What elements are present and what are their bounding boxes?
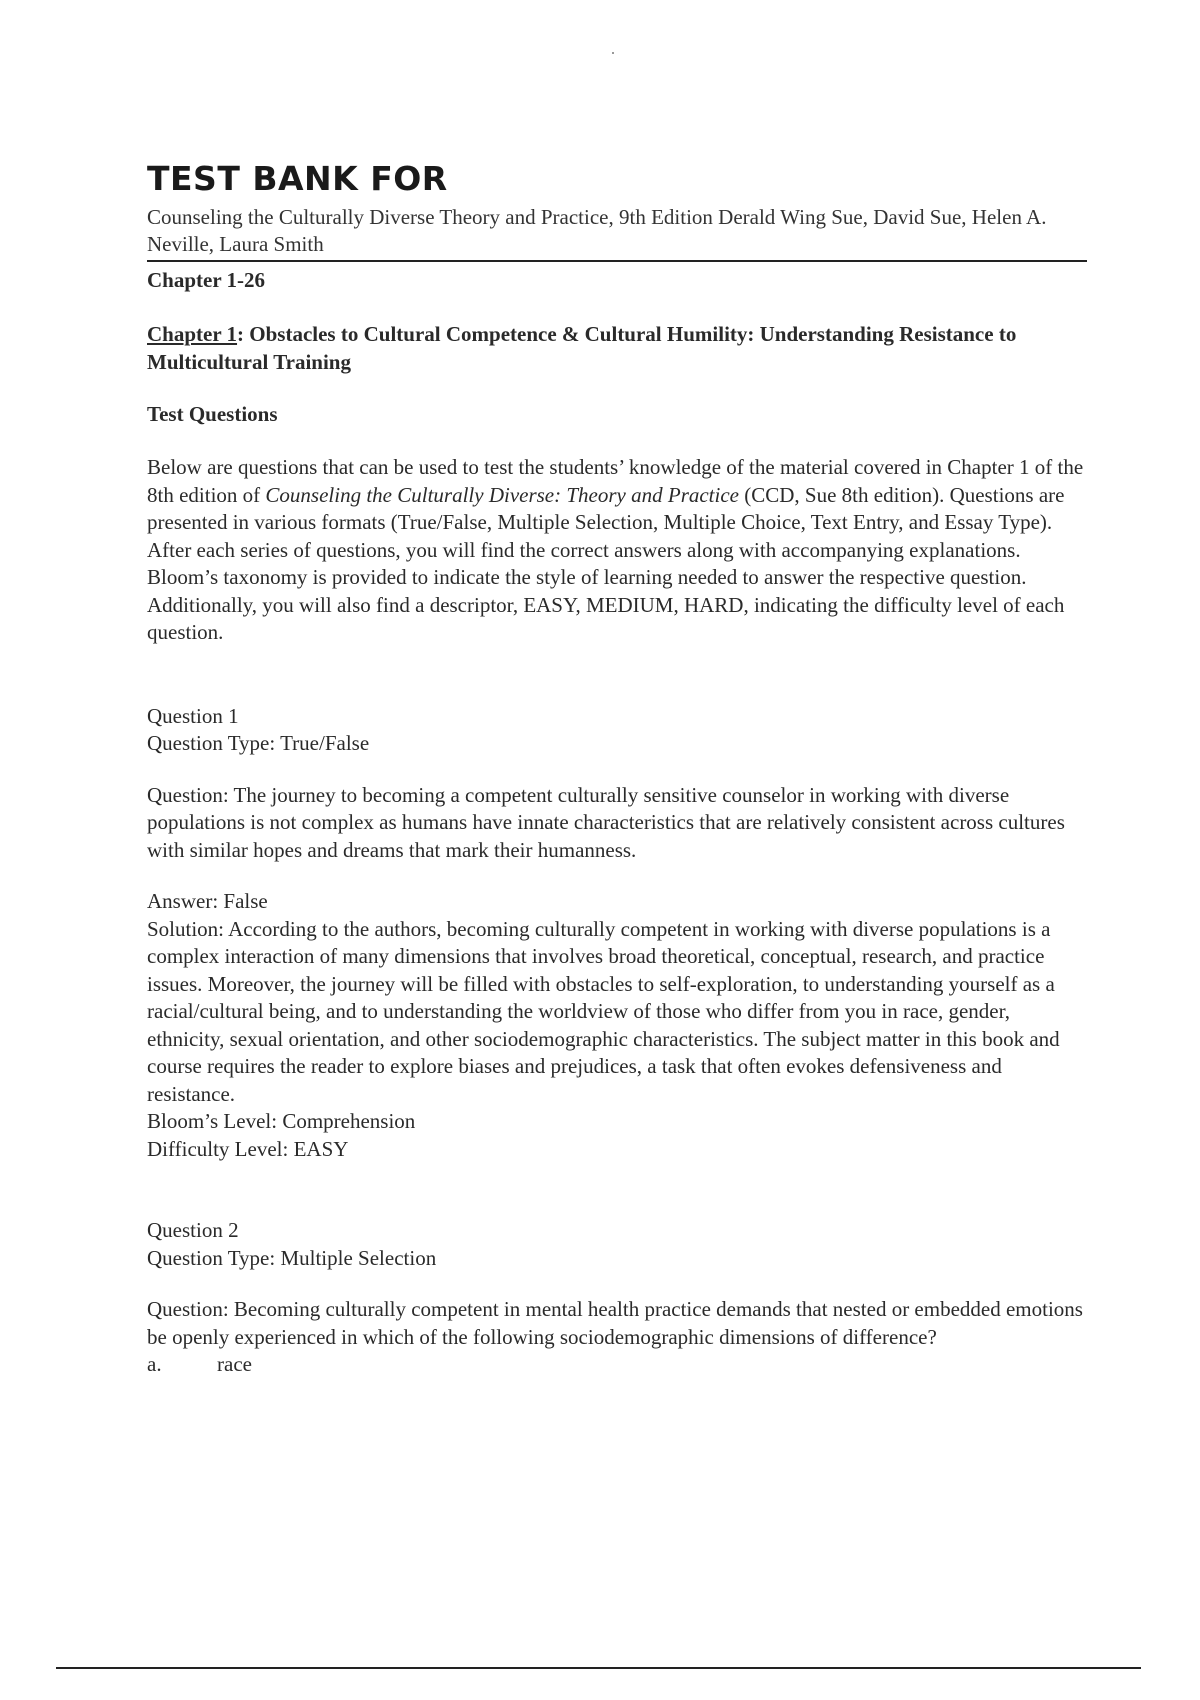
question-2-number: Question 2	[147, 1218, 239, 1242]
intro-part2: (CCD, Sue 8th edition). Questions are presented in various formats (True/False, Multiple Selection, Multiple Choice, Text Entry, and Essay Type). After each series of questions, you will find the correct answers along with accompanying explanations. Bloom’s taxonomy is provided to indicate the style of learning needed to answer the respective question. Additionally, you will also find a descriptor, EASY, MEDIUM, HARD, indicating the difficulty level of each question.	[147, 482, 1065, 644]
question-1	[147, 703, 1087, 1164]
question-1-text: Question: The journey to becoming a competent culturally sensitive counselor in working with diverse populations is not complex as humans have innate characteristics that are relatively consistent across cultures with similar hopes and dreams that mark their humanness.	[147, 782, 1065, 862]
question-1-solution: Solution: According to the authors, becoming culturally competent in working with diverse populations is a complex interaction of many dimensions that involves broad theoretical, conceptual, research, and practice issues. Moreover, the journey will be filled with obstacles to self-exploration, to understanding yourself as a racial/cultural being, and to understanding the worldview of those who differ from you in race, gender, ethnicity, sexual orientation, and other sociodemographic characteristics. The subject matter in this book and course requires the reader to explore biases and prejudices, a task that often evokes defensiveness and resistance.	[147, 916, 1060, 1106]
intro-paragraph	[147, 454, 1087, 647]
chapter-title: : Obstacles to Cultural Competence & Cultural Humility: Understanding Resistance to Multicultural Training	[147, 322, 1017, 374]
question-2	[147, 1217, 1087, 1379]
question-2-type: Question Type: Multiple Selection	[147, 1245, 437, 1270]
chapter-label: Chapter 1	[147, 322, 238, 346]
document-page	[147, 160, 1087, 1379]
chapter-range: Chapter 1-26	[147, 268, 266, 292]
option-letter: a.	[147, 1352, 162, 1376]
footer-divider	[56, 1667, 1141, 1669]
question-1-answer-block	[147, 888, 1087, 1163]
question-2-text: Question: Becoming culturally competent in mental health practice demands that nested or embedded emotions be openly experienced in which of the following sociodemographic dimensions of difference?	[147, 1297, 1083, 1349]
question-1-bloom: Bloom’s Level: Comprehension	[147, 1109, 416, 1133]
question-1-number: Question 1	[147, 703, 239, 728]
scan-dot	[612, 52, 614, 54]
book-subtitle: Counseling the Culturally Diverse Theory and Practice, 9th Edition Derald Wing Sue, David Sue, Helen A. Neville, Laura Smith	[147, 204, 1087, 262]
question-1-difficulty: Difficulty Level: EASY	[147, 1136, 349, 1161]
question-1-answer: Answer: False	[147, 889, 268, 913]
section-heading: Test Questions	[147, 402, 278, 426]
document-title: TEST BANK FOR	[147, 159, 448, 198]
option-text: race	[217, 1352, 252, 1376]
intro-part1: Below are questions that can be used to test the students’ knowledge of the material covered in Chapter 1 of the 8th edition of	[147, 455, 1084, 507]
question-2-option-a	[147, 1351, 1087, 1379]
chapter-heading	[147, 320, 1087, 376]
question-1-type: Question Type: True/False	[147, 731, 370, 755]
intro-book-title: Counseling the Culturally Diverse: Theory and Practice	[265, 482, 739, 507]
